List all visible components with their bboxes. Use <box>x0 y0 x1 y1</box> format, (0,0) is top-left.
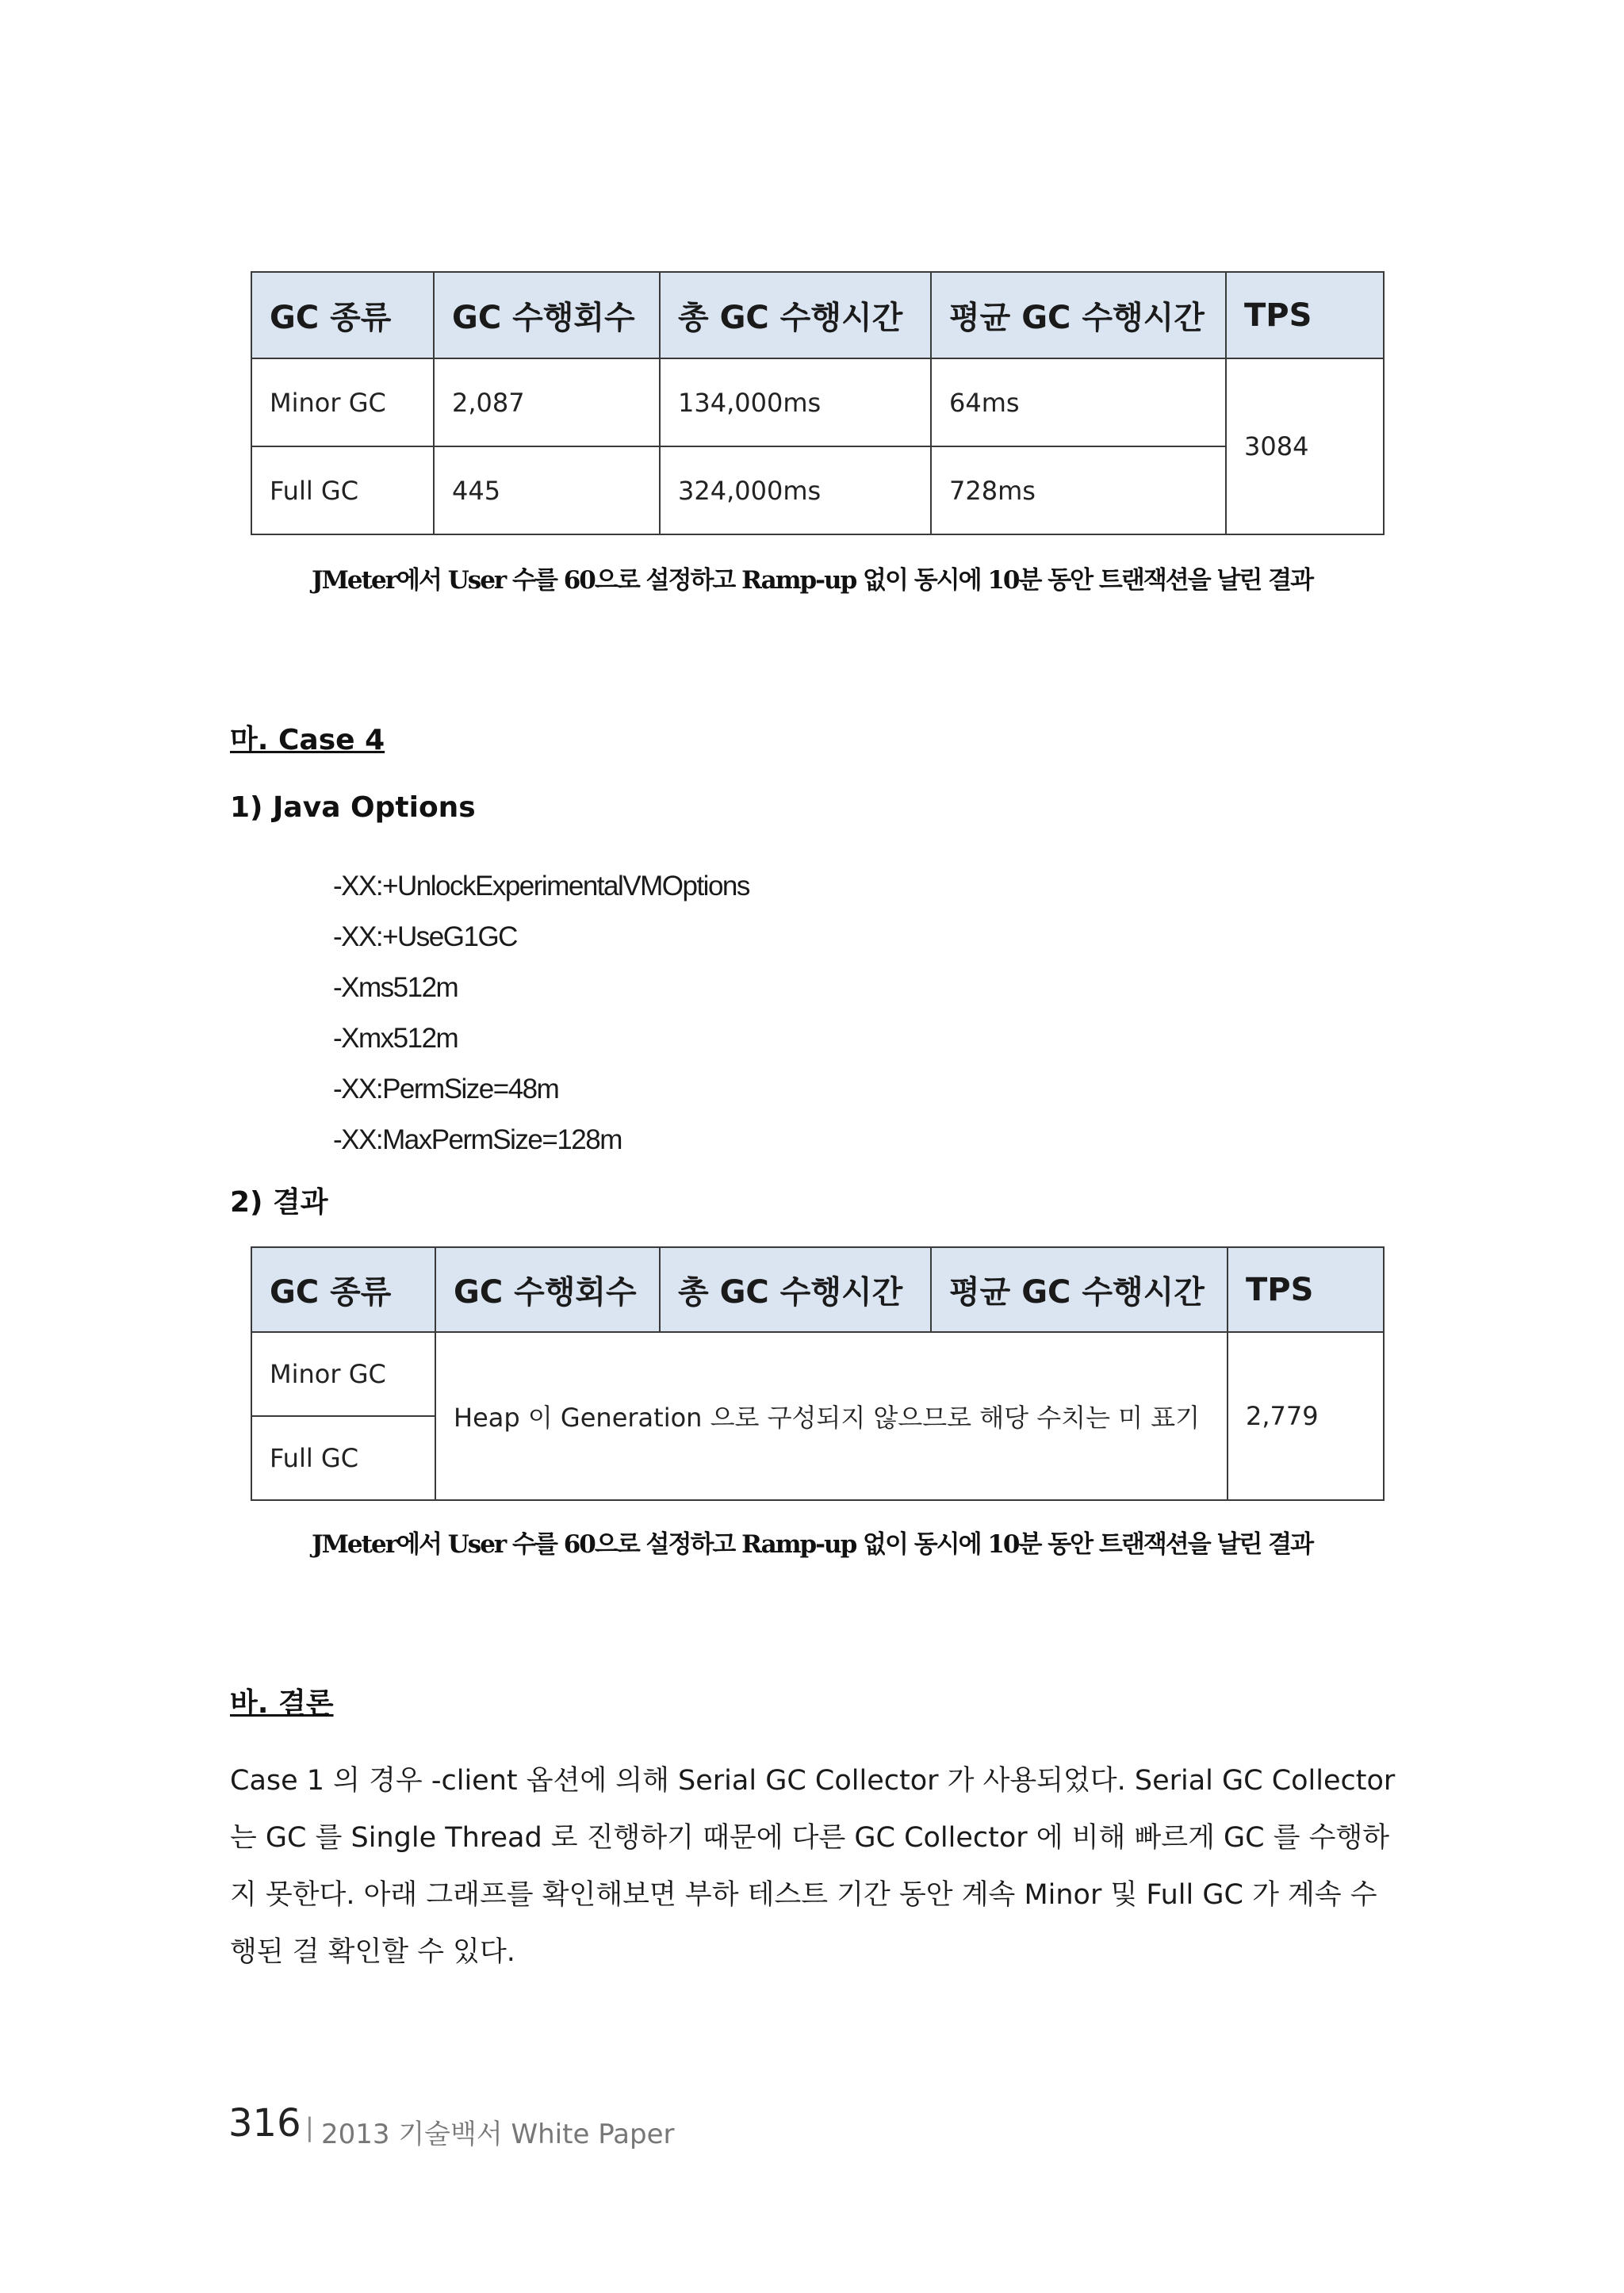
table-row <box>251 1332 1384 1416</box>
header-tps: TPS <box>1228 1247 1384 1332</box>
header-avg-gc-time: 평균 GC 수행시간 <box>931 1247 1228 1332</box>
cell-gc-count: 2,087 <box>434 358 660 446</box>
cell-not-applicable-note: Heap 이 Generation 으로 구성되지 않으므로 해당 수치는 미 표기 <box>435 1332 1228 1500</box>
footer-title: 2013 기술백서 White Paper <box>321 2119 675 2150</box>
conclusion-line: 는 GC 를 Single Thread 로 진행하기 때문에 다른 GC Collector 에 비해 빠르게 GC 를 수행하 <box>230 1822 1390 1854</box>
section-heading-conclusion: 바. 결론 <box>230 1687 334 1720</box>
gc-results-table-2 <box>251 1246 1385 1501</box>
cell-gc-type: Full GC <box>251 1416 435 1500</box>
cell-tps: 2,779 <box>1228 1332 1384 1500</box>
conclusion-line: 지 못한다. 아래 그래프를 확인해보면 부하 테스트 기간 동안 계속 Minor 및 Full GC 가 계속 수 <box>230 1879 1377 1911</box>
conclusion-line: 행된 걸 확인할 수 있다. <box>230 1936 515 1968</box>
cell-gc-type: Minor GC <box>251 358 434 446</box>
header-gc-count: GC 수행회수 <box>434 272 660 358</box>
header-gc-type: GC 종류 <box>251 1247 435 1332</box>
java-option-item: -XX:MaxPermSize=128m <box>333 1124 622 1155</box>
table-row <box>251 358 1384 446</box>
cell-total-gc-time: 324,000ms <box>660 446 931 534</box>
header-total-gc-time: 총 GC 수행시간 <box>660 1247 931 1332</box>
conclusion-line: Case 1 의 경우 -client 옵션에 의해 Serial GC Collector 가 사용되었다. Serial GC Collector <box>230 1765 1396 1797</box>
table-row <box>251 446 1384 534</box>
java-option-item: -XX:+UnlockExperimentalVMOptions <box>333 871 749 902</box>
table-header-row <box>251 272 1384 358</box>
cell-avg-gc-time: 64ms <box>931 358 1226 446</box>
cell-gc-type: Minor GC <box>251 1332 435 1416</box>
header-gc-type: GC 종류 <box>251 272 434 358</box>
section-heading-case4: 마. Case 4 <box>230 724 385 756</box>
result-heading: 2) 결과 <box>230 1186 328 1219</box>
header-avg-gc-time: 평균 GC 수행시간 <box>931 272 1226 358</box>
table-caption-2: JMeter에서 User 수를 60으로 설정하고 Ramp-up 없이 동시에 10분 동안 트랜잭션을 날린 결과 <box>311 1530 1313 1559</box>
table-caption-1: JMeter에서 User 수를 60으로 설정하고 Ramp-up 없이 동시에 10분 동안 트랜잭션을 날린 결과 <box>311 566 1313 595</box>
cell-gc-count: 445 <box>434 446 660 534</box>
header-gc-count: GC 수행회수 <box>435 1247 660 1332</box>
cell-gc-type: Full GC <box>251 446 434 534</box>
page-number: 316 <box>228 2101 301 2146</box>
java-option-item: -XX:+UseG1GC <box>333 921 517 952</box>
cell-tps: 3084 <box>1226 358 1384 534</box>
cell-avg-gc-time: 728ms <box>931 446 1226 534</box>
footer-separator: | <box>305 2112 314 2142</box>
gc-results-table-1 <box>251 271 1385 535</box>
header-tps: TPS <box>1226 272 1384 358</box>
java-option-item: -Xms512m <box>333 972 458 1003</box>
table-header-row <box>251 1247 1384 1332</box>
java-option-item: -XX:PermSize=48m <box>333 1074 559 1104</box>
header-total-gc-time: 총 GC 수행시간 <box>660 272 931 358</box>
java-option-item: -Xmx512m <box>333 1023 458 1054</box>
java-options-heading: 1) Java Options <box>230 791 476 824</box>
cell-total-gc-time: 134,000ms <box>660 358 931 446</box>
